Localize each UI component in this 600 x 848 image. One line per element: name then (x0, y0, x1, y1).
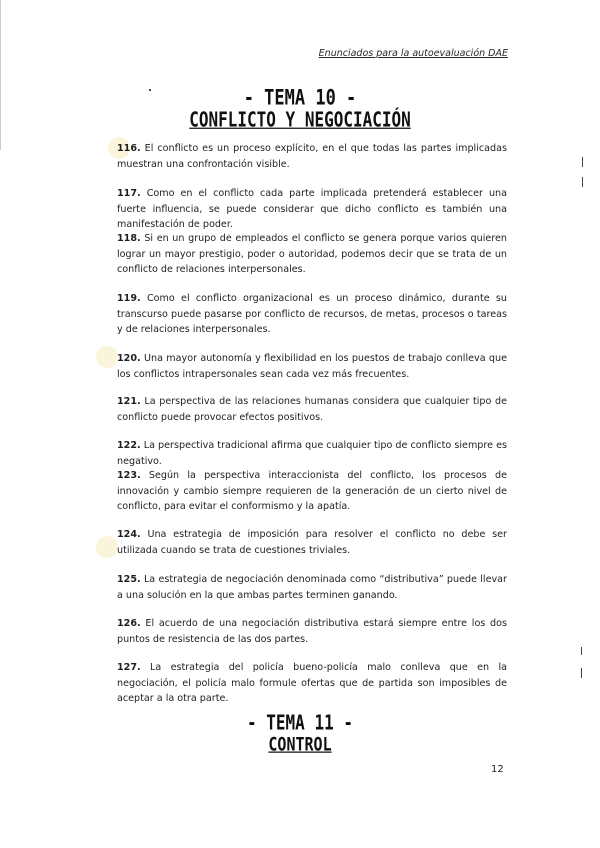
question-item (117, 572, 507, 603)
scan-speck (582, 177, 583, 187)
question-number: 125. (117, 574, 141, 585)
question-text: La estrategia de negociación denominada como “distributiva” puede llevar a una solución en la que ambas partes terminen ganando. (117, 574, 507, 601)
question-text: La perspectiva tradicional afirma que cualquier tipo de conflicto siempre es negativo. (117, 440, 507, 467)
question-number: 120. (117, 353, 141, 364)
question-item (117, 351, 507, 382)
question-item (117, 186, 507, 233)
question-item (117, 231, 507, 278)
question-item (117, 468, 507, 515)
question-item (117, 141, 507, 172)
scan-artifact (96, 536, 118, 558)
question-text: Si en un grupo de empleados el conflicto se genera porque varios quieren lograr un mayor prestigio, poder o autoridad, podemos decir que se trata de un conflicto de relaciones interpersonales. (117, 233, 507, 275)
question-number: 117. (117, 188, 141, 199)
question-item (117, 394, 507, 425)
question-text: Como en el conflicto cada parte implicada pretenderá establecer una fuerte influencia, se puede considerar que dicho conflicto es también una manifestación de poder. (117, 188, 507, 230)
question-number: 116. (117, 143, 141, 154)
scan-speck (582, 157, 583, 167)
question-text: El acuerdo de una negociación distributiva estará siempre entre los dos puntos de resistencia de las dos partes. (117, 618, 507, 645)
scan-speck (581, 668, 582, 678)
question-number: 118. (117, 233, 141, 244)
question-text: El conflicto es un proceso explícito, en el que todas las partes implicadas muestran una confrontación visible. (117, 143, 507, 170)
document-header: Enunciados para la autoevaluación DAE (318, 48, 508, 59)
topic-10-title: CONFLICTO Y NEGOCIACIÓN (189, 107, 411, 132)
question-item (117, 527, 507, 558)
question-number: 127. (117, 662, 141, 673)
topic-11-label: - TEMA 11 - (247, 710, 353, 735)
question-item (117, 660, 507, 707)
question-text: Según la perspectiva interaccionista del conflicto, los procesos de innovación y cambio siempre requieren de la generación de un cierto nivel de conflicto, para evitar el conformismo y la apatía. (117, 470, 507, 512)
question-number: 123. (117, 470, 141, 481)
question-number: 121. (117, 396, 141, 407)
question-number: 126. (117, 618, 141, 629)
question-item (117, 438, 507, 469)
question-text: La perspectiva de las relaciones humanas considera que cualquier tipo de conflicto puede provocar efectos positivos. (117, 396, 507, 423)
page-number: 12 (491, 764, 504, 775)
scan-speck (581, 647, 582, 655)
question-item (117, 291, 507, 338)
topic-11-title: CONTROL (268, 732, 332, 756)
question-number: 124. (117, 529, 141, 540)
question-number: 122. (117, 440, 141, 451)
question-number: 119. (117, 293, 141, 304)
question-text: La estrategia del policía bueno-policía malo conlleva que en la negociación, el policía malo formule ofertas que de partida son imposibles de aceptar a la otra parte. (117, 662, 507, 704)
question-item (117, 616, 507, 647)
question-text: Como el conflicto organizacional es un proceso dinámico, durante su transcurso puede pasarse por conflicto de recursos, de metas, procesos o tareas y de relaciones interpersonales. (117, 293, 507, 335)
question-text: Una mayor autonomía y flexibilidad en los puestos de trabajo conlleva que los conflictos intrapersonales sean cada vez más frecuentes. (117, 353, 507, 380)
scan-artifact (96, 346, 118, 368)
question-text: Una estrategia de imposición para resolver el conflicto no debe ser utilizada cuando se trata de cuestiones triviales. (117, 529, 507, 556)
topic-10-label: - TEMA 10 - (243, 85, 357, 111)
